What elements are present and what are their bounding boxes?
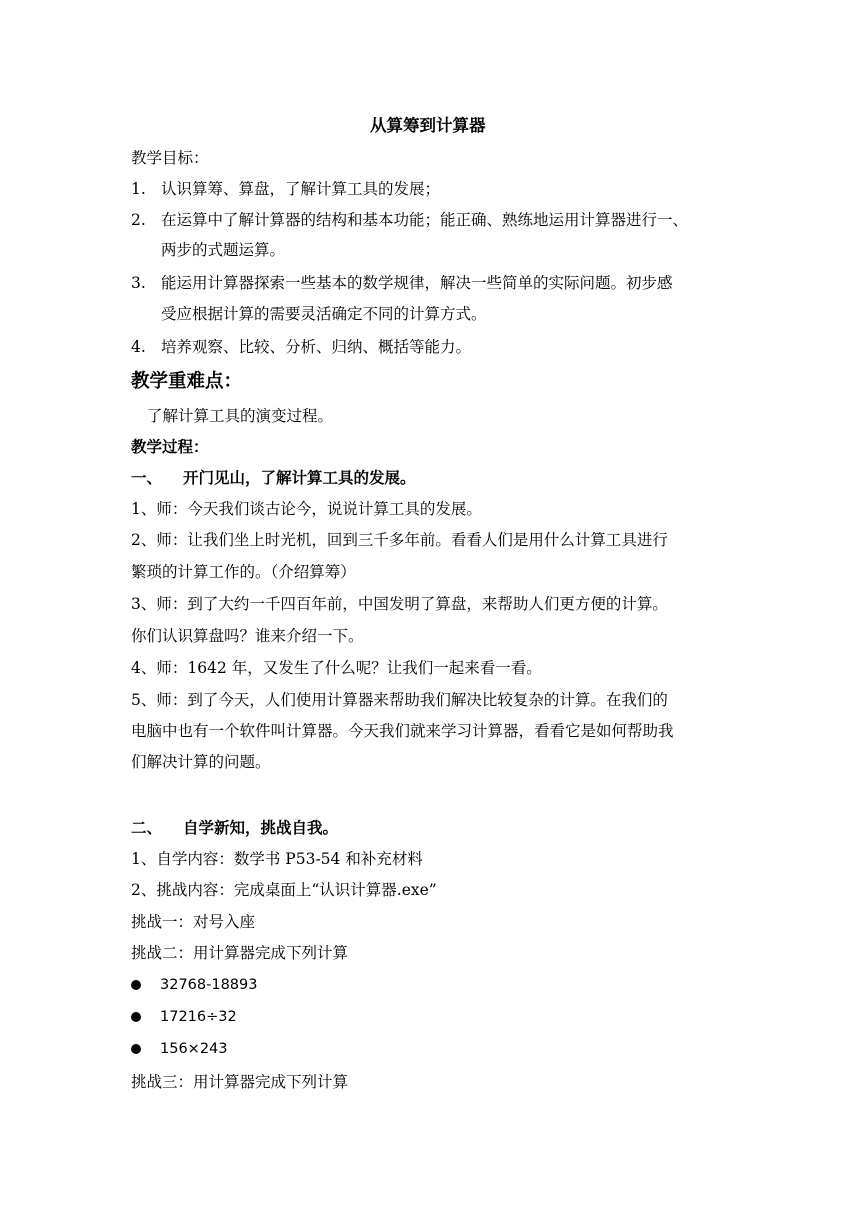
paragraph-line: 1、师：今天我们谈古论今，说说计算工具的发展。 [131,500,482,518]
bullet-icon [131,980,141,990]
paragraph-line: 挑战一：对号入座 [131,913,256,931]
paragraph-line: 2、挑战内容：完成桌面上“认识计算器.exe” [131,881,437,899]
paragraph-line: 4、师：1642 年，又发生了什么呢？让我们一起来看一看。 [131,659,542,677]
section-title: 开门见山，了解计算工具的发展。 [183,468,416,487]
paragraph-line: 你们认识算盘吗？谁来介绍一下。 [131,627,364,645]
difficulty-text: 了解计算工具的演变过程。 [147,407,334,425]
calculation-item: 156×243 [160,1041,228,1057]
document-title: 从算筹到计算器 [370,116,486,135]
section-number: 二、 [131,818,163,837]
paragraph-line: 们解决计算的问题。 [131,753,271,771]
objective-number: 2. [131,211,146,229]
objective-text: 两步的式题运算。 [161,241,286,259]
objective-number: 1. [131,180,146,198]
calculation-item: 32768-18893 [160,977,258,993]
paragraph-line: 繁琐的计算工作的。（介绍算筹） [131,563,356,581]
paragraph-line: 挑战二：用计算器完成下列计算 [131,944,349,962]
difficulty-heading: 教学重难点： [131,371,243,392]
bullet-icon [131,1044,141,1054]
calculation-item: 17216÷32 [160,1009,237,1025]
objective-text: 能运用计算器探索一些基本的数学规律，解决一些简单的实际问题。初步感 [161,274,673,292]
objective-number: 4. [131,338,146,356]
objectives-label: 教学目标： [131,149,209,167]
paragraph-line: 电脑中也有一个软件叫计算器。今天我们就来学习计算器，看看它是如何帮助我 [131,722,674,740]
paragraph-line: 2、师：让我们坐上时光机，回到三千多年前。看看人们是用什么计算工具进行 [131,531,668,549]
process-heading: 教学过程： [131,437,209,456]
section-number: 一、 [131,468,163,487]
section-title: 自学新知，挑战自我。 [183,818,339,837]
objective-text: 认识算筹、算盘，了解计算工具的发展； [161,180,441,198]
objective-text: 受应根据计算的需要灵活确定不同的计算方式。 [161,305,487,323]
paragraph-line: 挑战三：用计算器完成下列计算 [131,1073,349,1091]
paragraph-line: 3、师：到了大约一千四百年前，中国发明了算盘，来帮助人们更方便的计算。 [131,595,668,613]
objective-text: 培养观察、比较、分析、归纳、概括等能力。 [161,338,472,356]
bullet-icon [131,1012,141,1022]
objective-number: 3. [131,274,146,292]
paragraph-line: 5、师：到了今天，人们使用计算器来帮助我们解决比较复杂的计算。在我们的 [131,691,668,709]
paragraph-line: 1、自学内容：数学书 P53-54 和补充材料 [131,850,423,868]
objective-text: 在运算中了解计算器的结构和基本功能；能正确、熟练地运用计算器进行一、 [161,211,689,229]
